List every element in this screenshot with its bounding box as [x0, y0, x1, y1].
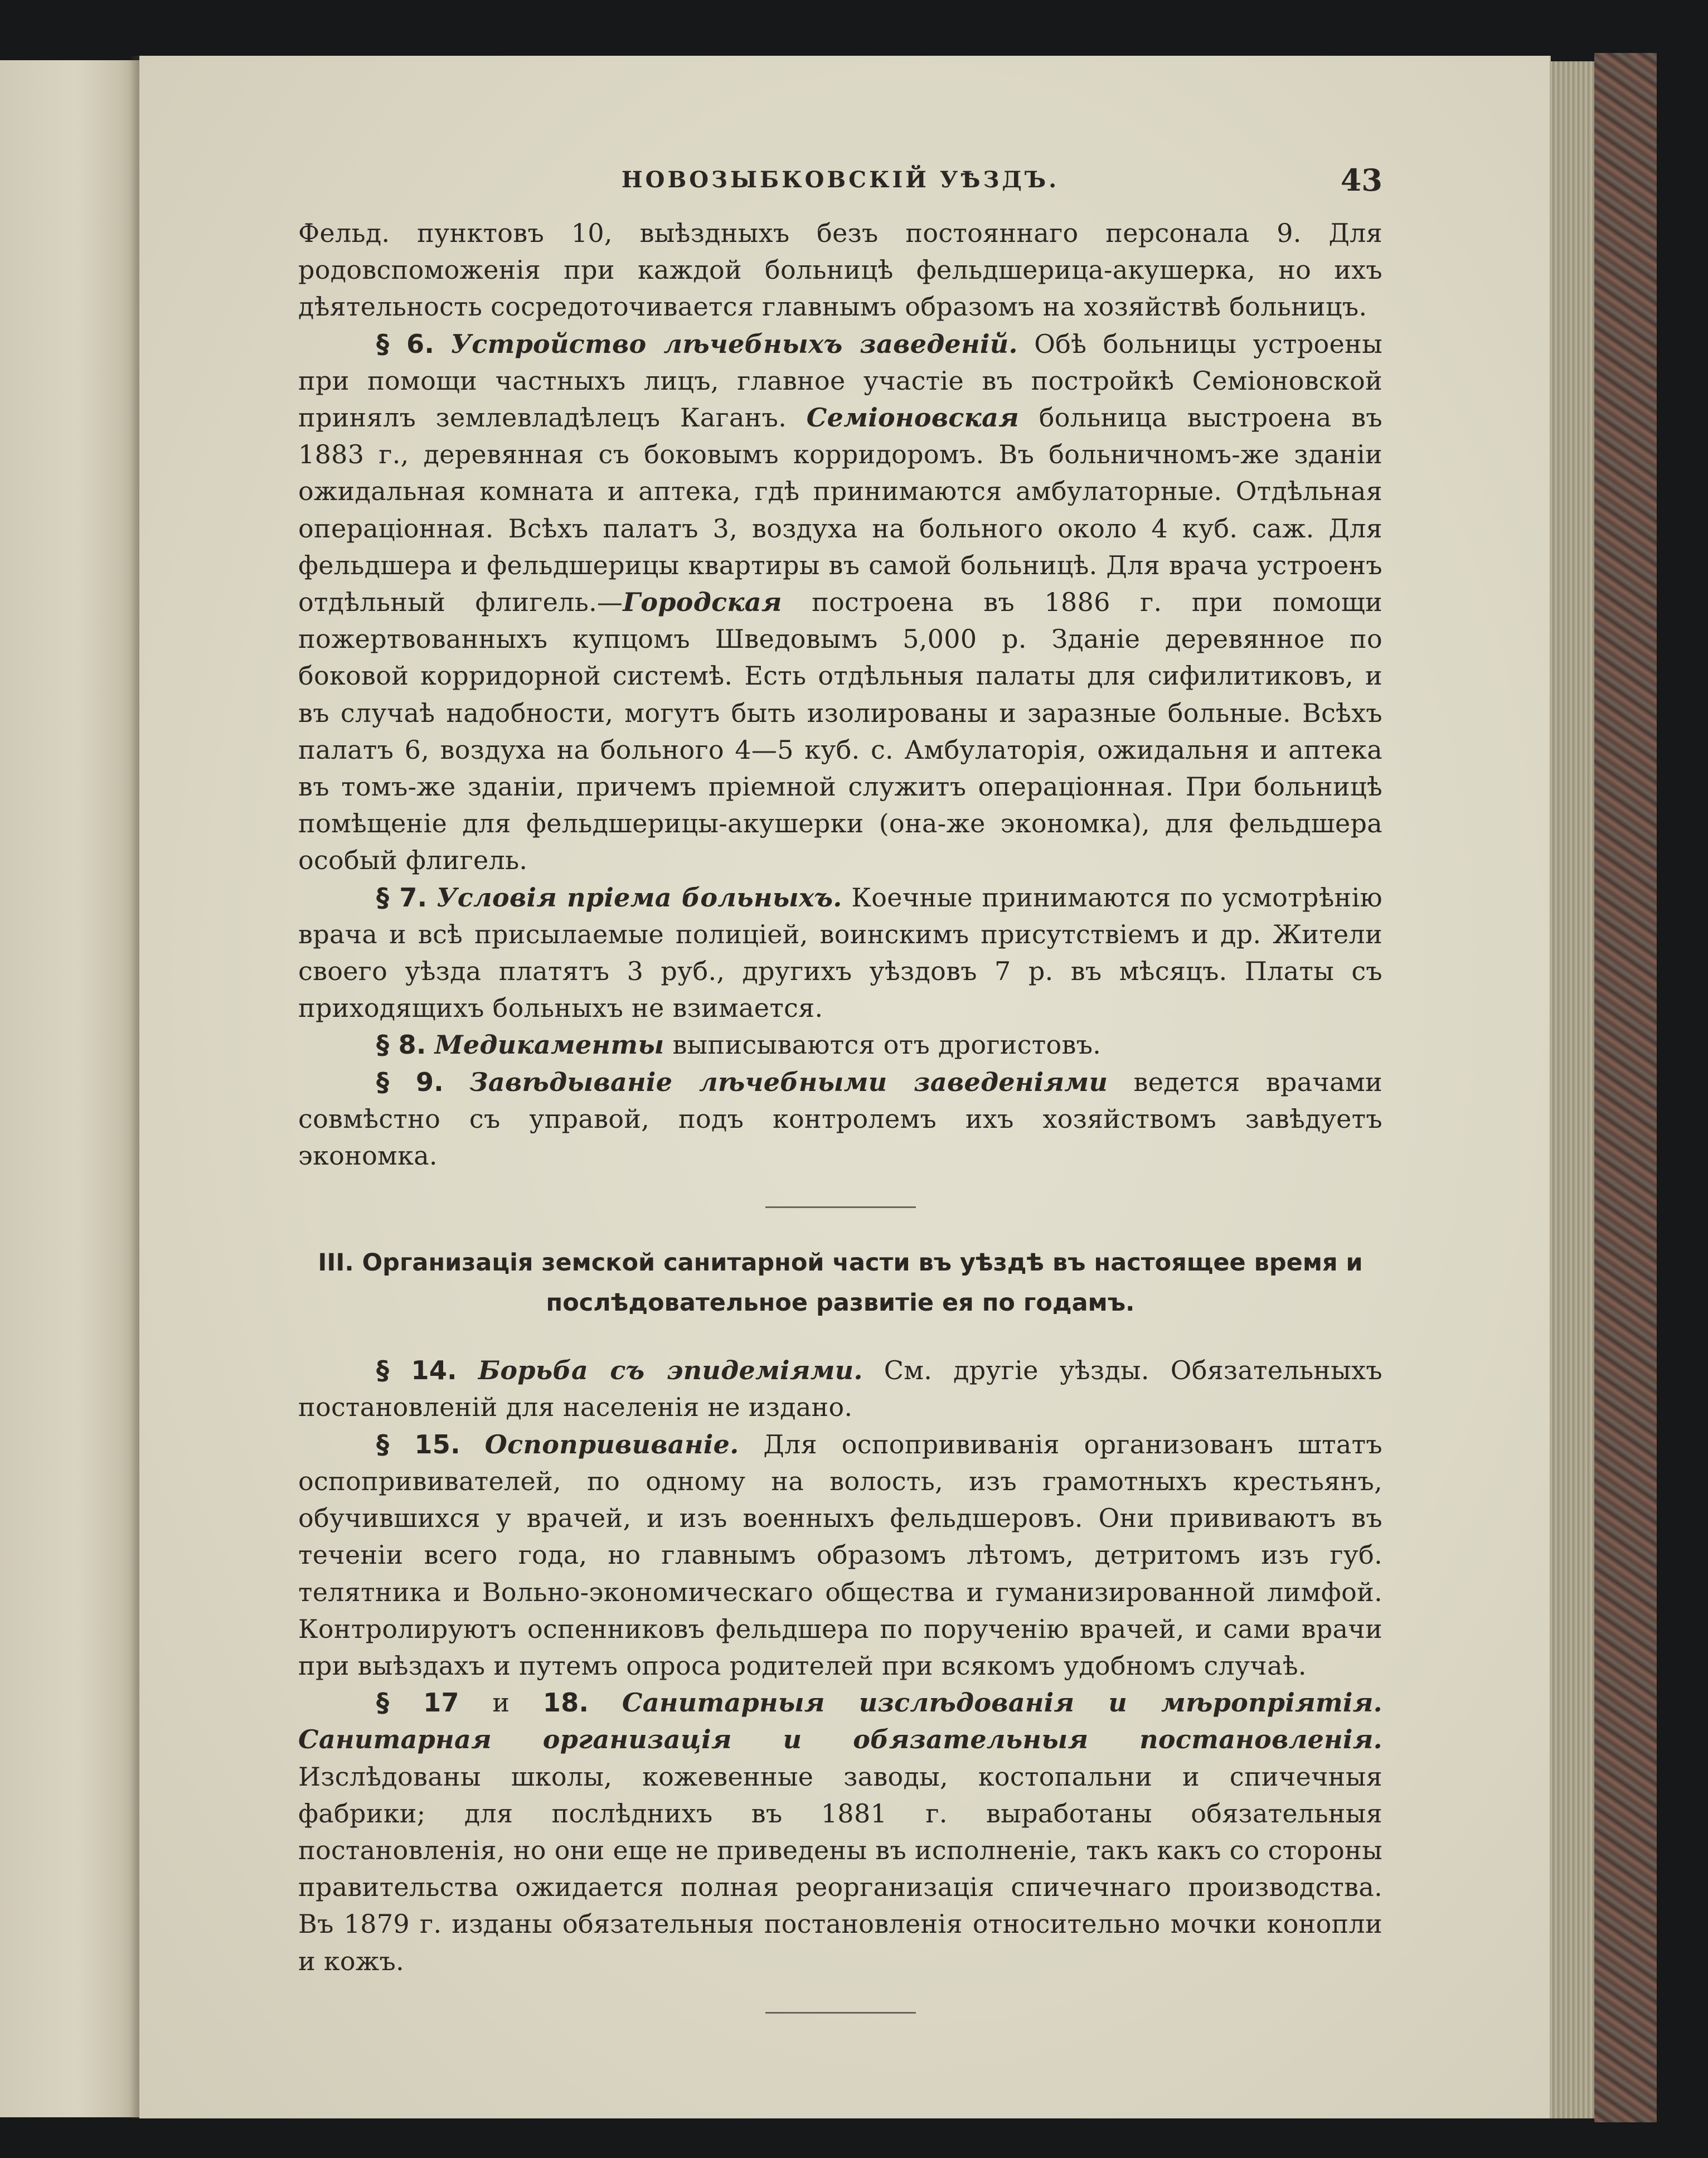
section-heading — [298, 1243, 1382, 1323]
paragraph-14-text: См. другіе уѣзды. Обязательныхъ постановленій для населенія не издано. — [298, 1355, 1382, 1423]
paragraph-17-18-text: Изслѣдованы школы, кожевенные заводы, костопальни и спичечныя фабрики; для послѣднихъ въ 1881 г. выработаны обязательныя постановленія, но они еще не приведены въ исполненіе, такъ какъ со стороны правительства ожидается полная реорганизація спичечнаго производства. Въ 1879 г. изданы обязательныя постановленія относительно мочки конопли и кожъ. — [298, 1761, 1383, 1976]
paragraph-15 — [298, 1426, 1382, 1684]
paragraph-9-text: ведется врачами совмѣстно съ управой, подъ контролемъ ихъ хозяйствомъ завѣдуетъ экономка. — [298, 1066, 1382, 1171]
intro-paragraph: Фельд. пунктовъ 10, выѣздныхъ безъ постояннаго персонала 9. Для родовспоможенія при каждой больницѣ фельдшерица-акушерка, но ихъ дѣятельность сосредоточивается главнымъ образомъ на хозяйствѣ больницъ. — [298, 218, 1382, 322]
section-mark-17: § 17 — [376, 1687, 459, 1718]
paragraph-15-text: Для оспопрививанія организованъ штатъ оспопрививателей, по одному на волость, изъ грамотныхъ крестьянъ, обучившихся у врачей, и изъ военныхъ фельдшеровъ. Они прививаютъ въ теченіи всего года, но главнымъ образомъ лѣтомъ, детритомъ изъ губ. телятника и Вольно-экономическаго общества и гуманизированной лимфой. Контролируютъ оспенниковъ фельдшера по порученію врачей, и сами врачи при выѣздахъ и путемъ опроса родителей при всякомъ удобномъ случаѣ. — [298, 1429, 1382, 1681]
section-title-8: Медикаменты — [434, 1030, 664, 1060]
marbled-cover — [1594, 53, 1657, 2122]
section-divider-rule — [765, 1206, 916, 1208]
section-mark-9: § 9. — [376, 1066, 444, 1097]
end-divider-rule — [765, 2012, 916, 2014]
section-mark-15: § 15. — [376, 1429, 460, 1459]
paragraph-6-text-c: построена въ 1886 г. при помощи пожертвованныхъ купцомъ Шведовымъ 5,000 р. Зданіе деревянное по боковой корридорной системѣ. Есть отдѣльныя палаты для сифилитиковъ, и въ случаѣ надобности, могутъ быть изолированы и заразные больные. Всѣхъ палатъ 6, воздуха на больного 4—5 куб. с. Амбулаторія, ожидальня и аптека въ томъ-же зданіи, причемъ пріемной служитъ операціонная. При больницѣ помѣщеніе для фельдшерицы-акушерки (она-же экономка), для фельдшера особый флигель. — [298, 587, 1382, 876]
section-heading-line-1: III. Организація земской санитарной части въ уѣздѣ въ настоящее время и — [318, 1249, 1363, 1277]
paragraph-6-italic-b: Городская — [623, 587, 782, 618]
page-stack-edge — [1550, 61, 1594, 2118]
running-title: НОВОЗЫБКОВСКІЙ УѢЗДЪ. — [621, 167, 1060, 193]
section-title-9: Завѣдываніе лѣчебными заведеніями — [469, 1066, 1108, 1097]
section-title-15: Оспопрививаніе. — [484, 1429, 739, 1459]
section-title-17-18: Санитарныя изслѣдованія и мѣропріятія. Санитарная организація и обязательныя постановленія. — [298, 1687, 1382, 1755]
paragraph-6 — [298, 326, 1382, 879]
section-mark-14: § 14. — [376, 1355, 457, 1386]
paragraph-9 — [298, 1064, 1382, 1175]
paragraph-6-italic-a: Семіоновская — [806, 402, 1020, 433]
section-mark-7: § 7. — [376, 882, 428, 913]
section-heading-line-2: послѣдовательное развитіе ея по годамъ. — [546, 1289, 1135, 1317]
section-title-6: Устройство лѣчебныхъ заведеній. — [450, 328, 1018, 359]
page-number: 43 — [1340, 162, 1382, 198]
running-header — [298, 159, 1382, 203]
section-title-14: Борьба съ эпидеміями. — [478, 1355, 863, 1386]
paragraph-17-18 — [298, 1684, 1382, 1980]
section-mark-8: § 8. — [376, 1030, 426, 1060]
paragraph-7-text: Коечные принимаются по усмотрѣнію врача и всѣ присылаемые полиціей, воинскимъ присутствіемъ и др. Жители своего уѣзда платятъ 3 руб., другихъ уѣздовъ 7 р. въ мѣсяцъ. Платы съ приходящихъ больныхъ не взимается. — [298, 882, 1382, 1024]
paragraph-6-text-a: Обѣ больницы устроены при помощи частныхъ лицъ, главное участіе въ постройкѣ Семіоновской принялъ землевладѣлецъ Каганъ. — [298, 328, 1382, 433]
section-mark-18: 18. — [542, 1687, 589, 1718]
paragraph-7 — [298, 879, 1382, 1027]
previous-page-edge — [0, 60, 139, 2117]
section-mark-6: § 6. — [376, 328, 435, 359]
paragraph-6-text-b: больница выстроена въ 1883 г., деревянная съ боковымъ корридоромъ. Въ больничномъ-же зданіи ожидальная комната и аптека, гдѣ принимаются амбулаторные. Отдѣльная операціонная. Всѣхъ палатъ 3, воздуха на больного около 4 куб. саж. Для фельдшера и фельдшерицы квартиры въ самой больницѣ. Для врача устроенъ отдѣльный флигель.— — [298, 402, 1382, 618]
section-title-7: Условія пріема больныхъ. — [436, 882, 842, 913]
section-mark-and: и — [459, 1687, 543, 1718]
paragraph-8-text: выписываются отъ дрогистовъ. — [664, 1030, 1102, 1060]
page-text-block — [298, 159, 1382, 2014]
paragraph-14 — [298, 1352, 1382, 1425]
paragraph-8 — [298, 1026, 1382, 1063]
